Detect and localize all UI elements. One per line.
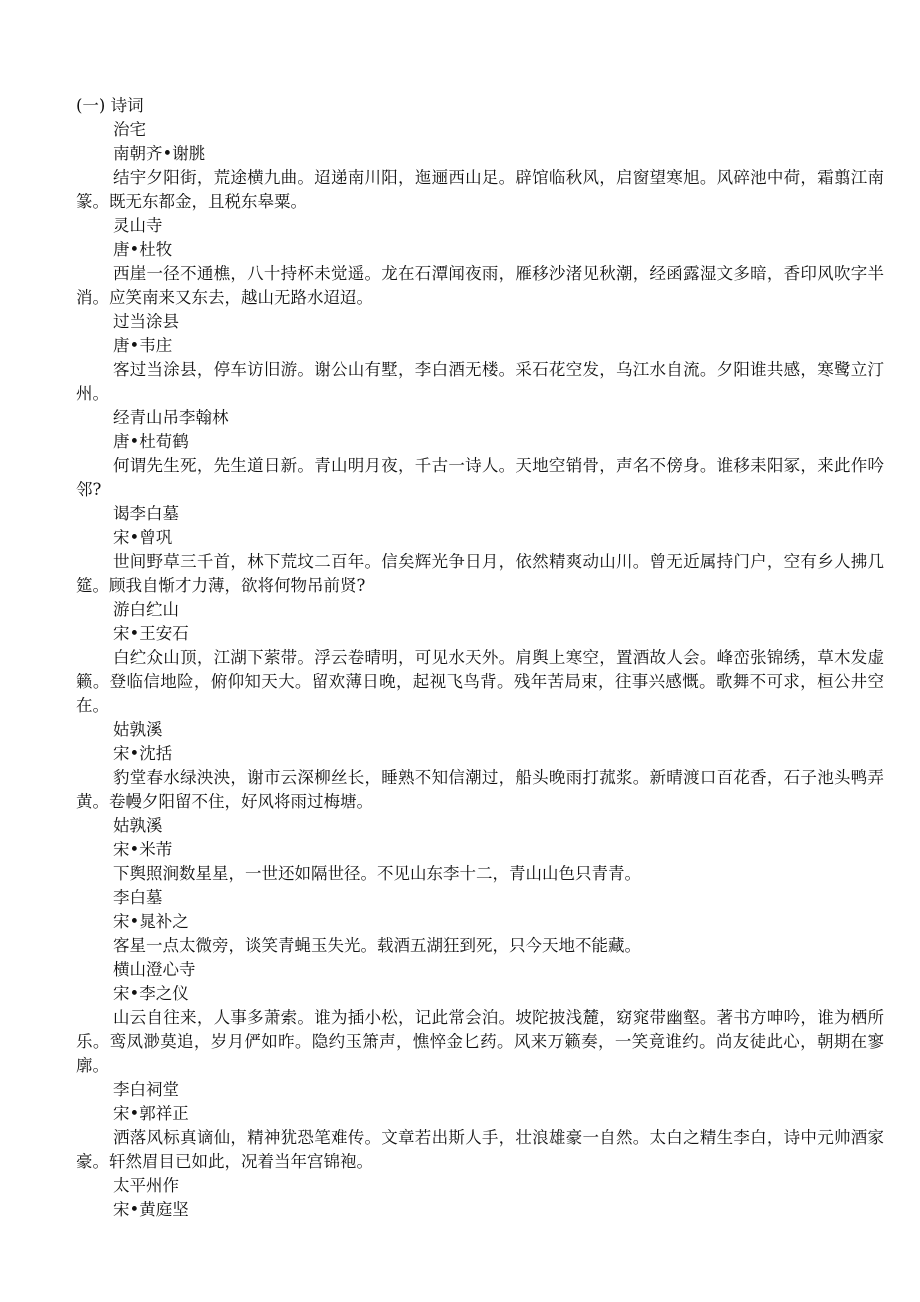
poem-title: 太平州作: [113, 1176, 179, 1195]
poem-author: 宋•米芾: [113, 840, 173, 859]
poem-entry: [76, 118, 884, 214]
poem-title: 过当涂县: [113, 312, 179, 331]
poem-text: 下舆照涧数星星，一世还如隔世径。不见山东李十二，青山山色只青青。: [113, 864, 641, 883]
poem-entry: [76, 214, 884, 310]
poem-title: 经青山吊李翰林: [113, 408, 229, 427]
poem-text: 白纻众山顶，江湖下萦带。浮云卷晴明，可见水天外。肩舆上寒空，置酒故人会。峰峦张锦绣，草木发虚籁。登临信地险，俯仰知天大。留欢薄日晚，起视飞鸟背。残年苦局束，往事兴感慨。歌舞不可求，桓公井空在。: [76, 648, 884, 715]
poem-entry: [76, 502, 884, 598]
poem-text: 洒落风标真谪仙，精神犹恐笔难传。文章若出斯人手，壮浪雄豪一自然。太白之精生李白，诗中元帅酒家豪。轩然眉目已如此，况着当年宫锦袍。: [76, 1128, 884, 1171]
poem-title: 谒李白墓: [113, 504, 179, 523]
poem-author: 唐•杜牧: [113, 240, 173, 259]
poem-title: 李白墓: [113, 888, 163, 907]
poem-author: 宋•黄庭坚: [113, 1200, 189, 1219]
poem-entry: [76, 598, 884, 718]
poem-entry: [76, 958, 884, 1078]
poem-text: 结宇夕阳街，荒途横九曲。迢递南川阳，迤逦西山足。辟馆临秋风，启窗望寒旭。风碎池中荷，霜翦江南篆。既无东都金，且税东皋粟。: [76, 168, 884, 211]
poem-title: 姑孰溪: [113, 720, 163, 739]
poem-entry: [76, 1174, 884, 1222]
poem-entry: [76, 1078, 884, 1174]
poem-author: 宋•沈括: [113, 744, 173, 763]
poem-title: 李白祠堂: [113, 1080, 179, 1099]
poem-author: 宋•晁补之: [113, 912, 189, 931]
poem-author: 南朝齐•谢朓: [113, 144, 206, 163]
section-heading: (一) 诗词: [76, 96, 144, 115]
poem-title: 姑孰溪: [113, 816, 163, 835]
poem-author: 唐•韦庄: [113, 336, 173, 355]
poem-author: 唐•杜荀鹤: [113, 432, 189, 451]
poem-entry: [76, 718, 884, 814]
poem-entry: [76, 814, 884, 886]
poem-entry: [76, 886, 884, 958]
poem-title: 游白纻山: [113, 600, 179, 619]
poem-author: 宋•王安石: [113, 624, 189, 643]
poem-title: 灵山寺: [113, 216, 163, 235]
document-body: [76, 94, 884, 1222]
poem-title: 治宅: [113, 120, 146, 139]
poem-text: 世间野草三千首，林下荒坟二百年。信矣辉光争日月，依然精爽动山川。曾无近属持门户，空有乡人拂几筵。顾我自惭才力薄，欲将何物吊前贤?: [76, 552, 884, 595]
poem-author: 宋•李之仪: [113, 984, 189, 1003]
poem-text: 豹堂春水绿泱泱，谢市云深柳丝长，睡熟不知信潮过，船头晚雨打菰浆。新晴渡口百花香，石子池头鸭弄黄。卷幔夕阳留不住，好风将雨过梅塘。: [76, 768, 884, 811]
poem-text: 何谓先生死，先生道日新。青山明月夜，千古一诗人。天地空销骨，声名不傍身。谁移耒阳冢，来此作吟邻?: [76, 456, 884, 499]
poem-author: 宋•郭祥正: [113, 1104, 189, 1123]
poem-title: 横山澄心寺: [113, 960, 196, 979]
poem-text: 客星一点太微旁，谈笑青蝇玉失光。载酒五湖狂到死，只今天地不能藏。: [113, 936, 641, 955]
poem-text: 山云自往来，人事多萧索。谁为插小松，记此常会泊。坡陀披浅麓，窈窕带幽壑。著书方呻吟，谁为栖所乐。鸾凤渺莫追，岁月俨如昨。隐约玉箫声，憔悴金匕药。风来万籁奏，一笑竟谁约。尚友徒此心，朝期在寥廓。: [76, 1008, 884, 1075]
poem-entry: [76, 406, 884, 502]
poem-entry: [76, 310, 884, 406]
poem-text: 西崖一径不通樵，八十持杯未觉遥。龙在石潭闻夜雨，雁移沙渚见秋潮，经函露湿文多暗，香印风吹字半消。应笑南来又东去，越山无路水迢迢。: [76, 264, 884, 307]
poem-text: 客过当涂县，停车访旧游。谢公山有墅，李白酒无楼。采石花空发，乌江水自流。夕阳谁共感，寒鹭立汀州。: [76, 360, 884, 403]
poem-author: 宋•曾巩: [113, 528, 173, 547]
